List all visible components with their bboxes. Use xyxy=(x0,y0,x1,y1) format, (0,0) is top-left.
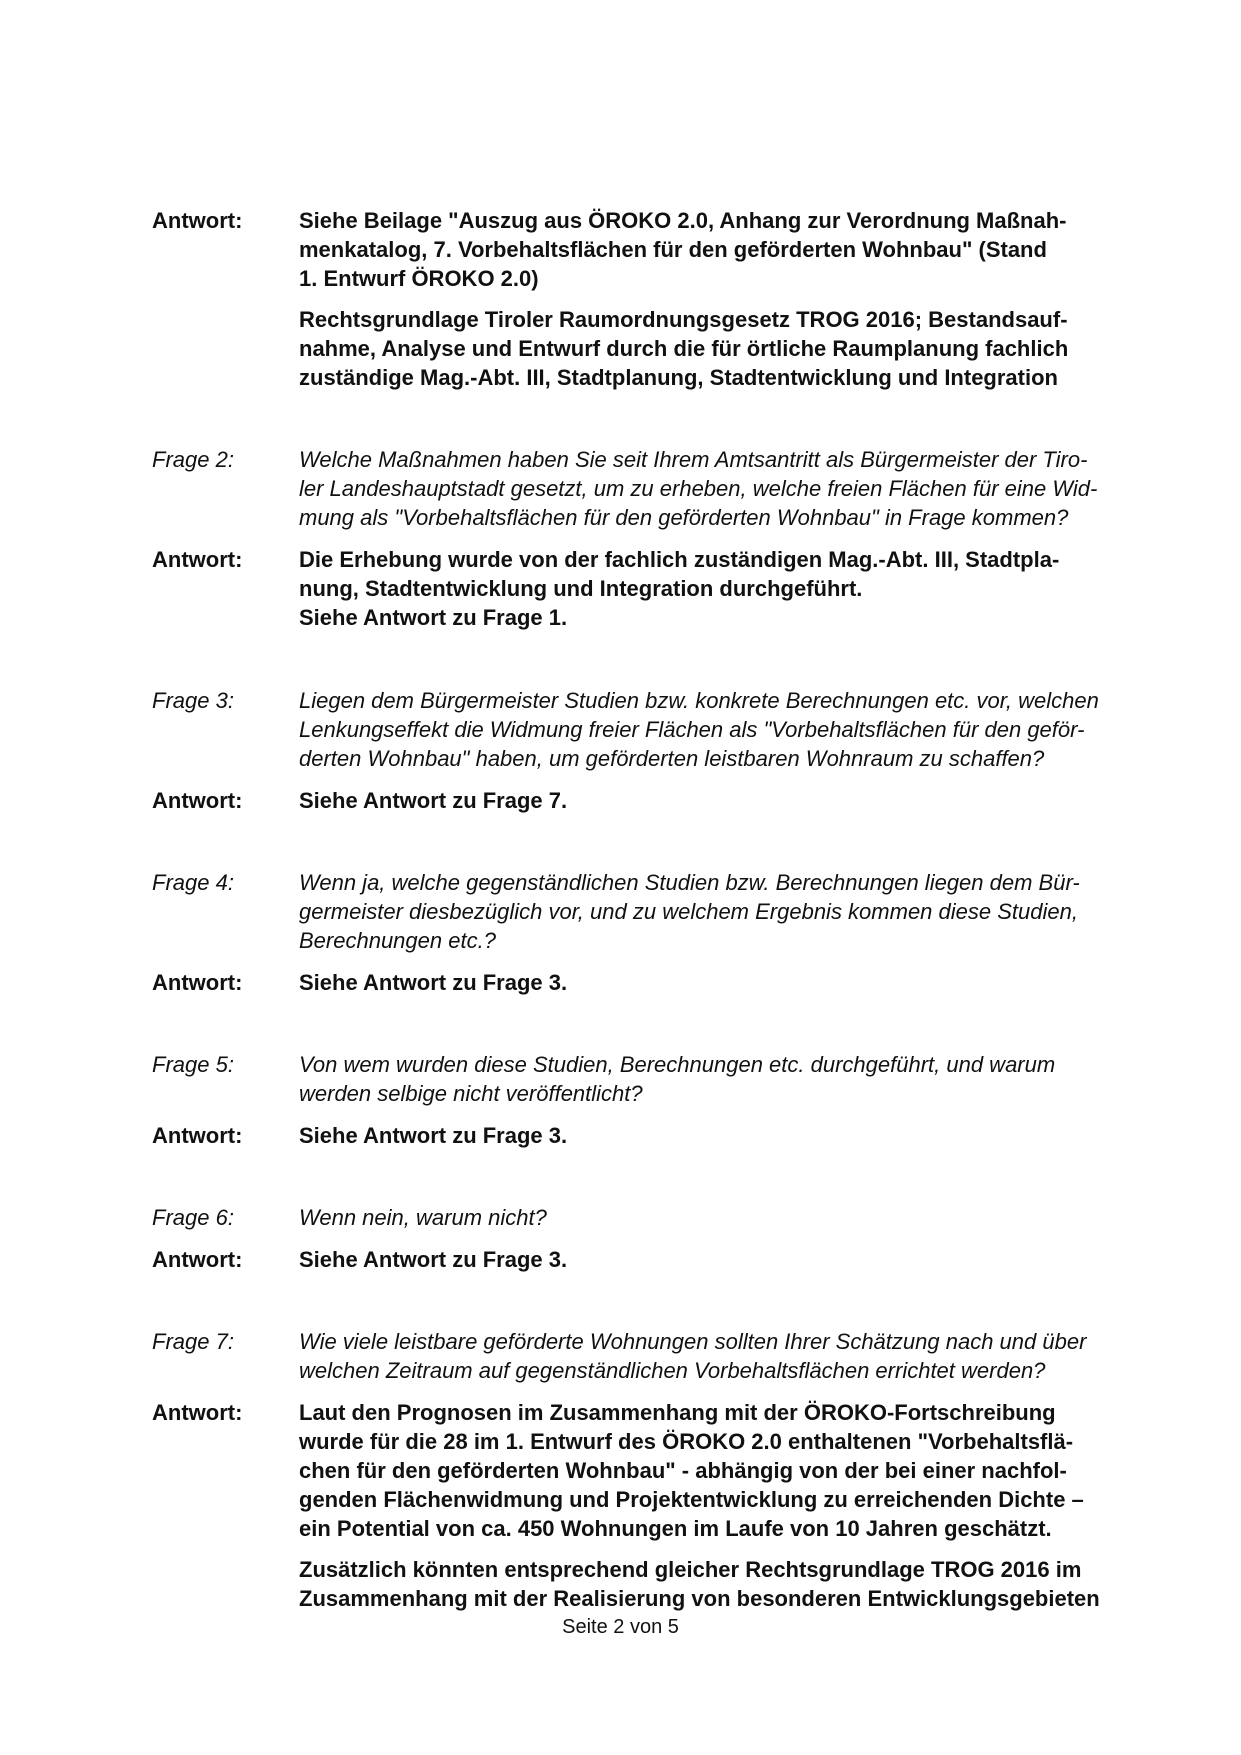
answer-text xyxy=(299,545,1142,632)
answer-label: Antwort: xyxy=(152,208,243,233)
text-line: Siehe Antwort zu Frage 3. xyxy=(299,1247,568,1272)
text-line: Die Erhebung wurde von der fachlich zuständigen Mag.-Abt. III, Stadtpla- xyxy=(299,547,1060,572)
answer-label: Antwort: xyxy=(152,1123,243,1148)
question-text xyxy=(299,1050,1142,1108)
question-block-3 xyxy=(152,686,1142,773)
text-line: genden Flächenwidmung und Projektentwicklung zu erreichenden Dichte – xyxy=(299,1487,1084,1512)
text-line: Siehe Beilage "Auszug aus ÖROKO 2.0, Anhang zur Verordnung Maßnah- xyxy=(299,208,1067,233)
answer-block-6 xyxy=(152,1245,1142,1274)
text-line: Wenn nein, warum nicht? xyxy=(299,1205,547,1230)
question-block-5 xyxy=(152,1050,1142,1108)
text-line: ein Potential von ca. 450 Wohnungen im Laufe von 10 Jahren geschätzt. xyxy=(299,1516,1052,1541)
answer-text xyxy=(299,206,1142,392)
question-label: Frage 5: xyxy=(152,1052,234,1077)
text-line: Rechtsgrundlage Tiroler Raumordnungsgesetz TROG 2016; Bestandsauf- xyxy=(299,307,1068,332)
answer-label: Antwort: xyxy=(152,970,243,995)
text-line: mung als "Vorbehaltsflächen für den geförderten Wohnbau" in Frage kommen? xyxy=(299,505,1069,530)
text-line: Laut den Prognosen im Zusammenhang mit der ÖROKO-Fortschreibung xyxy=(299,1400,1056,1425)
answer-block-3 xyxy=(152,786,1142,815)
question-label: Frage 7: xyxy=(152,1329,234,1354)
text-line: Wie viele leistbare geförderte Wohnungen sollten Ihrer Schätzung nach und über xyxy=(299,1329,1087,1354)
answer-block-2 xyxy=(152,545,1142,632)
question-text xyxy=(299,445,1142,532)
answer-paragraph xyxy=(299,305,1142,392)
answer-text xyxy=(299,968,1142,997)
text-line: nung, Stadtentwicklung und Integration durchgeführt. xyxy=(299,576,863,601)
answer-text xyxy=(299,1245,1142,1274)
question-block-7 xyxy=(152,1327,1142,1385)
question-block-6 xyxy=(152,1203,1142,1232)
page-number: Seite 2 von 5 xyxy=(562,1616,679,1638)
question-label: Frage 2: xyxy=(152,447,234,472)
question-label: Frage 3: xyxy=(152,688,234,713)
text-line: Siehe Antwort zu Frage 3. xyxy=(299,970,568,995)
answer-label: Antwort: xyxy=(152,1247,243,1272)
answer-text xyxy=(299,786,1142,815)
answer-block-1 xyxy=(152,206,1142,392)
question-text xyxy=(299,1327,1142,1385)
question-text xyxy=(299,686,1142,773)
text-line: wurde für die 28 im 1. Entwurf des ÖROKO 2.0 enthaltenen "Vorbehaltsflä- xyxy=(299,1429,1074,1454)
text-line: nahme, Analyse und Entwurf durch die für örtliche Raumplanung fachlich xyxy=(299,336,1069,361)
answer-block-4 xyxy=(152,968,1142,997)
answer-block-7 xyxy=(152,1398,1142,1613)
text-line: Zusammenhang mit der Realisierung von besonderen Entwicklungsgebieten xyxy=(299,1586,1100,1611)
answer-block-5 xyxy=(152,1121,1142,1150)
question-text xyxy=(299,868,1142,955)
answer-paragraph xyxy=(299,1555,1142,1613)
text-line: Siehe Antwort zu Frage 7. xyxy=(299,788,568,813)
text-line: welchen Zeitraum auf gegenständlichen Vorbehaltsflächen errichtet werden? xyxy=(299,1358,1046,1383)
text-line: Wenn ja, welche gegenständlichen Studien bzw. Berechnungen liegen dem Bür- xyxy=(299,870,1080,895)
question-label: Frage 6: xyxy=(152,1205,234,1230)
text-line: Zusätzlich könnten entsprechend gleicher Rechtsgrundlage TROG 2016 im xyxy=(299,1557,1082,1582)
answer-paragraph xyxy=(299,206,1142,293)
text-line: ler Landeshauptstadt gesetzt, um zu erheben, welche freien Flächen für eine Wid- xyxy=(299,476,1098,501)
text-line: zuständige Mag.-Abt. III, Stadtplanung, Stadtentwicklung und Integration xyxy=(299,365,1058,390)
answer-label: Antwort: xyxy=(152,788,243,813)
text-line: germeister diesbezüglich vor, und zu welchem Ergebnis kommen diese Studien, xyxy=(299,899,1078,924)
text-line: Von wem wurden diese Studien, Berechnungen etc. durchgeführt, und warum xyxy=(299,1052,1056,1077)
answer-text xyxy=(299,1398,1142,1613)
text-line: Liegen dem Bürgermeister Studien bzw. konkrete Berechnungen etc. vor, welchen xyxy=(299,688,1099,713)
answer-label: Antwort: xyxy=(152,1400,243,1425)
question-label: Frage 4: xyxy=(152,870,234,895)
question-block-4 xyxy=(152,868,1142,955)
text-line: derten Wohnbau" haben, um geförderten leistbaren Wohnraum zu schaffen? xyxy=(299,746,1045,771)
text-line: Welche Maßnahmen haben Sie seit Ihrem Amtsantritt als Bürgermeister der Tiro- xyxy=(299,447,1088,472)
text-line: Lenkungseffekt die Widmung freier Flächen als "Vorbehaltsflächen für den geför- xyxy=(299,717,1085,742)
question-text xyxy=(299,1203,1142,1232)
text-line: menkatalog, 7. Vorbehaltsflächen für den geförderten Wohnbau" (Stand xyxy=(299,237,1047,262)
answer-paragraph xyxy=(299,1398,1142,1543)
text-line: Siehe Antwort zu Frage 1. xyxy=(299,605,568,630)
text-line: Berechnungen etc.? xyxy=(299,928,496,953)
text-line: chen für den geförderten Wohnbau" - abhängig von der bei einer nachfol- xyxy=(299,1458,1067,1483)
answer-text xyxy=(299,1121,1142,1150)
text-line: werden selbige nicht veröffentlicht? xyxy=(299,1081,643,1106)
answer-label: Antwort: xyxy=(152,547,243,572)
question-block-2 xyxy=(152,445,1142,532)
text-line: Siehe Antwort zu Frage 3. xyxy=(299,1123,568,1148)
text-line: 1. Entwurf ÖROKO 2.0) xyxy=(299,266,539,291)
